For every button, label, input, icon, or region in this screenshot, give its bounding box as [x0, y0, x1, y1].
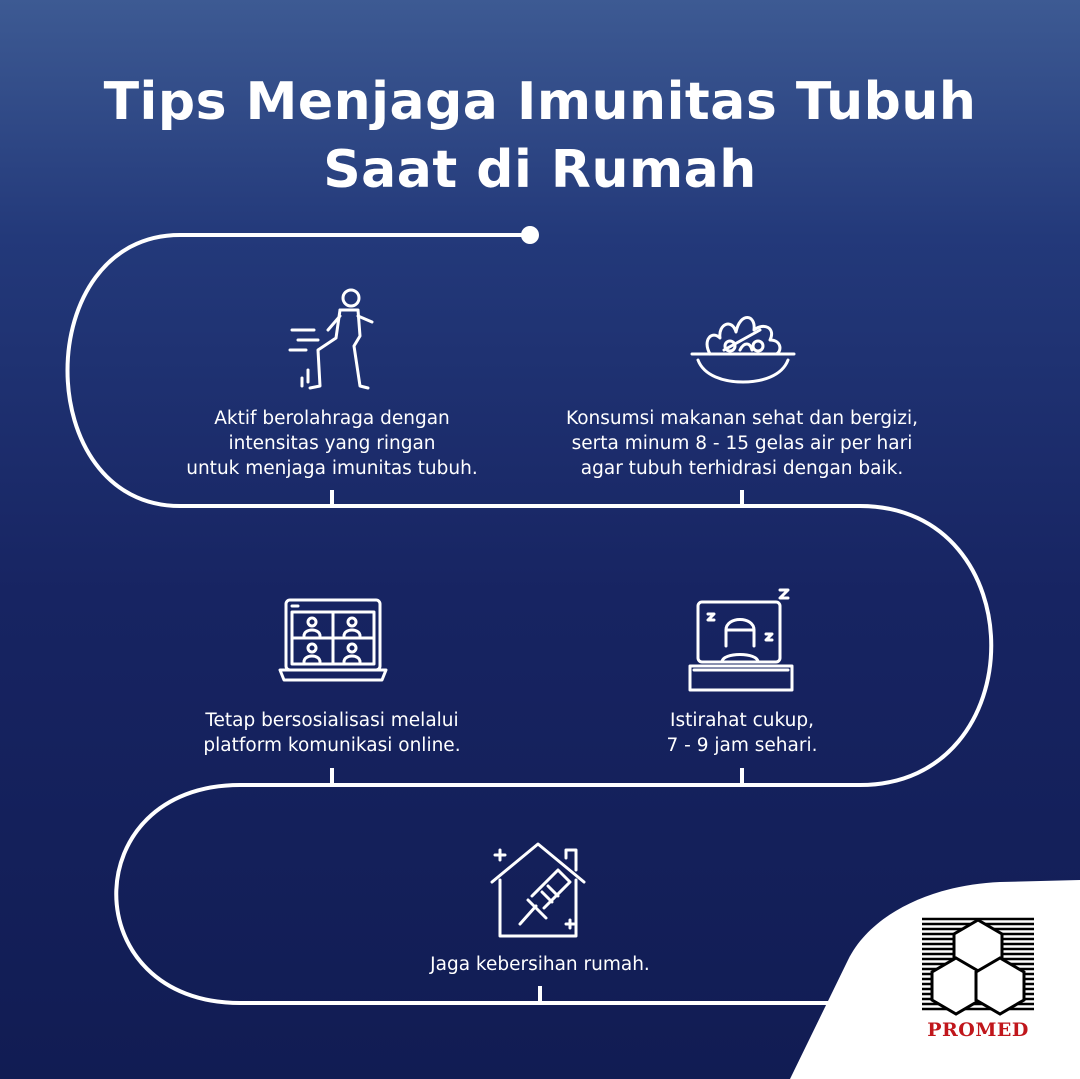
- tip-line: 7 - 9 jam sehari.: [666, 735, 818, 756]
- tip-line: Konsumsi makanan sehat dan bergizi,: [566, 408, 918, 429]
- tip-line: platform komunikasi online.: [203, 735, 461, 756]
- tip-line: serta minum 8 - 15 gelas air per hari: [571, 433, 913, 454]
- page-title-line-2: Saat di Rumah: [323, 140, 757, 200]
- tip-line: untuk menjaga imunitas tubuh.: [186, 458, 478, 479]
- tip-line: Aktif berolahraga dengan: [214, 408, 450, 429]
- tip-line: Istirahat cukup,: [669, 710, 815, 731]
- page-title-line-1: Tips Menjaga Imunitas Tubuh: [103, 72, 977, 132]
- tip-line: Jaga kebersihan rumah.: [430, 954, 650, 975]
- brand-name: PROMED: [927, 1019, 1029, 1041]
- tip-line: agar tubuh terhidrasi dengan baik.: [580, 458, 904, 479]
- tip-line: Tetap bersosialisasi melalui: [205, 710, 459, 731]
- tip-line: intensitas yang ringan: [228, 433, 436, 454]
